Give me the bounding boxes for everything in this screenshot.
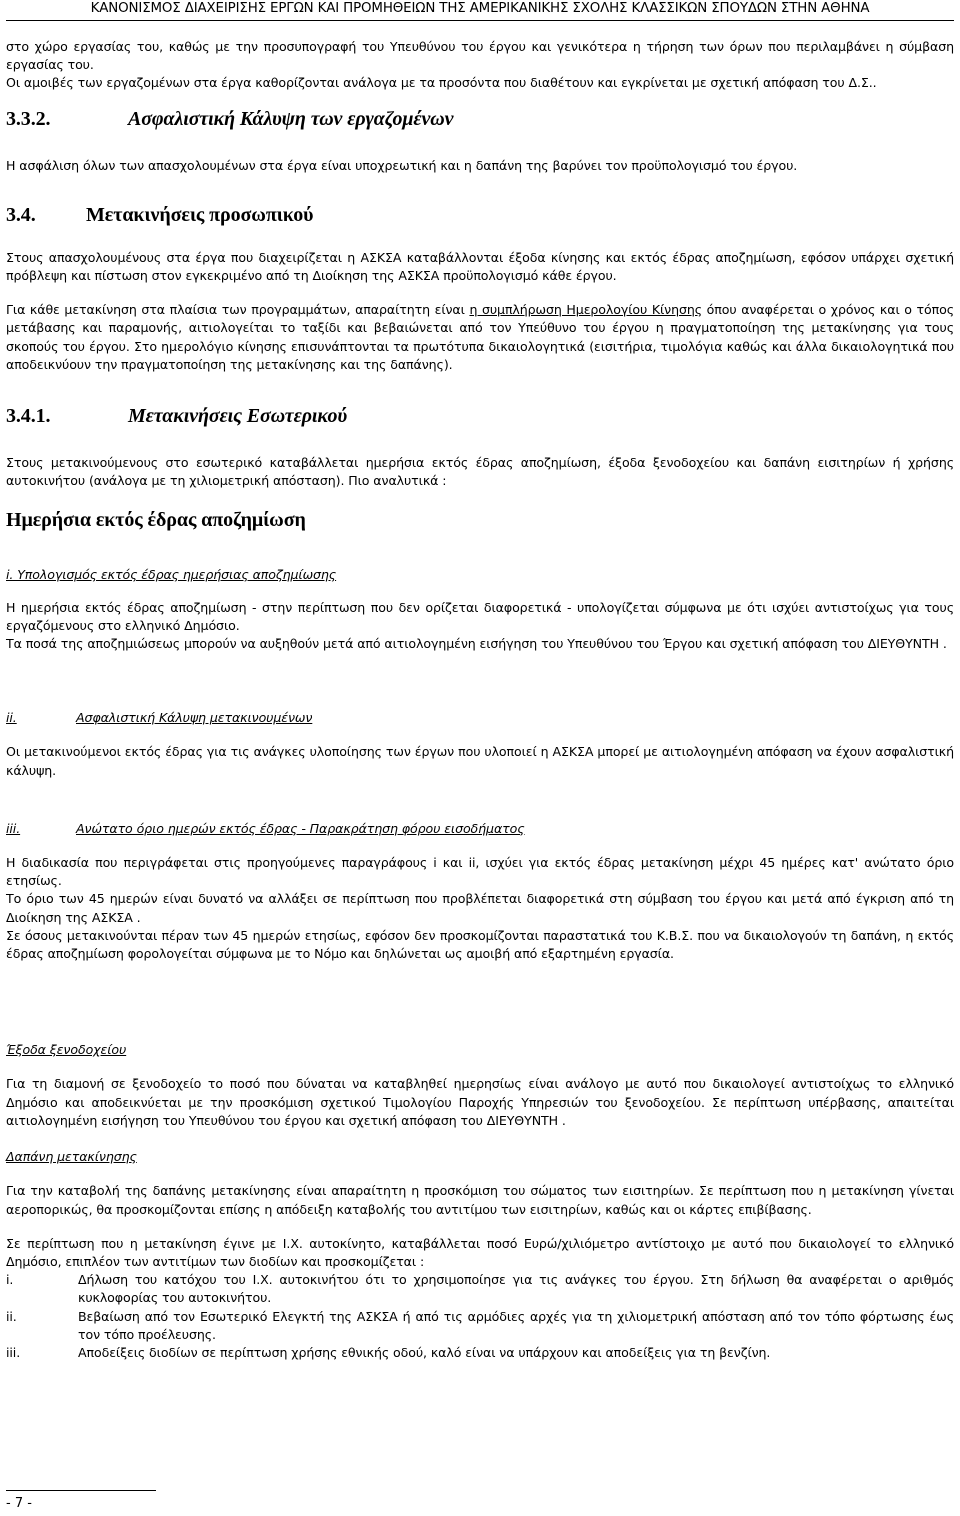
document-body	[6, 38, 954, 1362]
section-number: 3.3.2.	[6, 107, 51, 130]
allowance-iii-paragraph-2: Το όριο των 45 ημερών είναι δυνατό να αλλάξει σε περίπτωση που προβλέπεται διαφορετικά στη σύμβαση του έργου και μετά από έγκριση από τη Διοίκηση της ΑΣΚΣΑ .	[6, 891, 954, 925]
list-item-number: i.	[6, 1272, 14, 1288]
allowance-heading: Ημερήσια εκτός έδρας αποζημίωση	[6, 509, 306, 532]
allowance-ii-paragraph: Οι μετακινούμενοι εκτός έδρας για τις ανάγκες υλοποίησης των έργων που υλοποιεί η ΑΣΚΣΑ μπορεί με αιτιολογημένη απόφαση να έχουν ασφαλιστική κάλυψη.	[6, 744, 954, 778]
intro-paragraph-2: Οι αμοιβές των εργαζομένων στα έργα καθορίζονται ανάλογα με τα προσόντα που διαθέτουν και εγκρίνεται με σχετική απόφαση του Δ.Σ..	[6, 75, 877, 91]
subsection-number: iii.	[6, 820, 21, 836]
section-3-3-2-heading	[6, 107, 954, 131]
list-item	[6, 1271, 954, 1307]
list-item-text: Βεβαίωση από τον Εσωτερικό Ελεγκτή της ΑΣΚΣΑ ή από τις αρμόδιες αρχές για τη χιλιομετρική απόσταση από τον τόπο φόρτωσης έως τον τόπο προέλευσης.	[78, 1308, 954, 1342]
section-title: Μετακινήσεις προσωπικού	[86, 203, 314, 226]
section-3-4-paragraph-1: Στους απασχολουμένους στα έργα που διαχειρίζεται η ΑΣΚΣΑ καταβάλλονται έξοδα κίνησης και εκτός έδρας αποζημίωση, εφόσον υπάρχει σχετική πρόβλεψη και πίστωση στον εγκεκριμένο από τη Διοίκηση της ΑΣΚΣΑ προϋπολογισμό κάθε έργου.	[6, 249, 954, 284]
subsection-title: Ανώτατο όριο ημερών εκτός έδρας - Παρακράτηση φόρου εισοδήματος	[76, 820, 525, 836]
hotel-expenses-paragraph: Για τη διαμονή σε ξενοδοχείο το ποσό που δύναται να καταβληθεί ημερησίως είναι ανάλογο με αυτό που δικαιολογεί αντιστοίχως το ελληνικό Δημόσιο και αποδεικνύεται με την προσκόμιση σχετικού Τιμολογίου Παροχής Υπηρεσιών του ξενοδοχείου. Σε περίπτωση υπέρβασης, απαιτείται αιτιολογημένη εισήγηση του Υπευθύνου του έργου και σχετική απόφαση του ΔΙΕΥΘΥΝΤΗ .	[6, 1076, 954, 1128]
subsection-title: Ασφαλιστική Κάλυψη μετακινουμένων	[76, 710, 313, 726]
hotel-expenses-title: Έξοδα ξενοδοχείου	[6, 1042, 127, 1058]
section-number: 3.4.	[6, 203, 36, 226]
footer-rule	[6, 1490, 156, 1491]
list-item-text: Δήλωση του κατόχου του Ι.Χ. αυτοκινήτου ότι το χρησιμοποίησε για τις ανάγκες του έργου. Στη δήλωση θα αναφέρεται ο αριθμός κυκλοφορίας του αυτοκινήτου.	[78, 1272, 954, 1306]
list-item-number: iii.	[6, 1344, 21, 1360]
section-title: Μετακινήσεις Εσωτερικού	[128, 405, 348, 428]
list-item	[6, 1308, 954, 1344]
section-3-4-paragraph-2	[6, 301, 954, 374]
subsection-number: ii.	[6, 710, 17, 726]
section-number: 3.4.1.	[6, 405, 51, 428]
section-3-4-1-paragraph: Στους μετακινούμενους στο εσωτερικό καταβάλλεται ημερήσια εκτός έδρας αποζημίωση, έξοδα ξενοδοχείου και δαπάνη εισιτηρίων ή χρήσης αυτοκινήτου (ανάλογα με τη χιλιομετρική απόσταση). Πιο αναλυτικά :	[6, 455, 954, 489]
list-item	[6, 1344, 954, 1362]
section-3-3-2-paragraph: Η ασφάλιση όλων των απασχολουμένων στα έργα είναι υποχρεωτική και η δαπάνη της βαρύνει τον προϋπολογισμό του έργου.	[6, 157, 798, 173]
list-item-number: ii.	[6, 1308, 17, 1324]
section-3-4-heading	[6, 203, 954, 227]
allowance-i-paragraph-1: Η ημερήσια εκτός έδρας αποζημίωση - στην περίπτωση που δεν ορίζεται διαφορετικά - υπολογίζεται σύμφωνα με ότι ισχύει αντιστοίχως για τους εργαζόμενους στο ελληνικό Δημόσιο.	[6, 599, 954, 633]
allowance-i-paragraph-2: Τα ποσά της αποζημιώσεως μπορούν να αυξηθούν μετά από αιτιολογημένη εισήγηση του Υπευθύνου του Έργου και σχετική απόφαση του ΔΙΕΥΘΥΝΤΗ .	[6, 636, 947, 652]
travel-expenses-title: Δαπάνη μετακίνησης	[6, 1149, 137, 1165]
text-span: όπου αναφέρεται ο χρόνος και ο τόπος μετάβασης και παραμονής, αιτιολογείται το ταξίδι και βεβαιώνεται από τον Υπεύθυνο του έργου η πραγματοποίηση της μετακίνησης για τους σκοπούς του έργου. Στο ημερολόγιο κίνησης επισυνάπτονται τα πρωτότυπα δικαιολογητικά (εισιτήρια, τιμολόγια καθώς και άλλα δικαιολογητικά που αποδεικνύουν την πραγματοποίηση της μετακίνησης και της δαπάνης).	[6, 302, 954, 372]
running-header: ΚΑΝΟΝΙΣΜΟΣ ΔΙΑΧΕΙΡΙΣΗΣ ΕΡΓΩΝ ΚΑΙ ΠΡΟΜΗΘΕΙΩΝ ΤΗΣ ΑΜΕΡΙΚΑΝΙΚΗΣ ΣΧΟΛΗΣ ΚΛΑΣΣΙΚΩΝ ΣΠΟΥΔΩΝ ΣΤΗΝ ΑΘΗΝΑ	[6, 0, 954, 21]
text-span: Για κάθε μετακίνηση στα πλαίσια των προγραμμάτων, απαραίτητη είναι	[6, 302, 470, 318]
underlined-text: η συμπλήρωση Ημερολογίου Κίνησης	[469, 302, 703, 318]
section-title: Ασφαλιστική Κάλυψη των εργαζομένων	[128, 107, 454, 130]
allowance-iii-paragraph-1: Η διαδικασία που περιγράφεται στις προηγούμενες παραγράφους i και ii, ισχύει για εκτός έδρας μετακίνηση μέχρι 45 ημέρες κατ' ανώτατο όριο ετησίως.	[6, 855, 954, 889]
section-3-4-1-heading	[6, 404, 954, 428]
travel-expenses-paragraph-1: Για την καταβολή της δαπάνης μετακίνησης είναι απαραίτητη η προσκόμιση του σώματος των εισιτηρίων. Σε περίπτωση που η μετακίνηση γίνεται αεροπορικώς, θα προσκομίζονται επίσης η απόδειξη καταβολής του αντιτίμου των εισιτηρίων, καθώς και οι κάρτες επιβίβασης.	[6, 1183, 954, 1217]
intro-paragraph-1: στο χώρο εργασίας του, καθώς με την προσυπογραφή του Υπευθύνου του έργου και γενικότερα η τήρηση των όρων που περιλαμβάνει η σύμβαση εργασίας του.	[6, 39, 954, 73]
allowance-subsection-iii-title	[6, 820, 954, 838]
allowance-subsection-ii-title	[6, 709, 954, 727]
page-number: - 7 -	[6, 1496, 32, 1511]
list-item-text: Αποδείξεις διοδίων σε περίπτωση χρήσης εθνικής οδού, καλό είναι να υπάρχουν και αποδείξεις για τη βενζίνη.	[78, 1344, 771, 1360]
travel-expenses-paragraph-2: Σε περίπτωση που η μετακίνηση έγινε με Ι.Χ. αυτοκίνητο, καταβάλλεται ποσό Ευρώ/χιλιόμετρο αντίστοιχο με αυτό που δικαιολογεί το ελληνικό Δημόσιο, επιπλέον των αντιτίμων των διοδίων και προσκομίζεται :	[6, 1235, 954, 1269]
allowance-subsection-i-title: i. Υπολογισμός εκτός έδρας ημερήσιας αποζημίωσης	[6, 567, 337, 583]
allowance-iii-paragraph-3: Σε όσους μετακινούνται πέραν των 45 ημερών ετησίως, εφόσον δεν προσκομίζονται παραστατικά του Κ.Β.Σ. που να δικαιολογούν τη δαπάνη, η εκτός έδρας αποζημίωση φορολογείται σύμφωνα με το Νόμο και δηλώνεται ως αμοιβή από εξαρτημένη εργασία.	[6, 927, 954, 962]
